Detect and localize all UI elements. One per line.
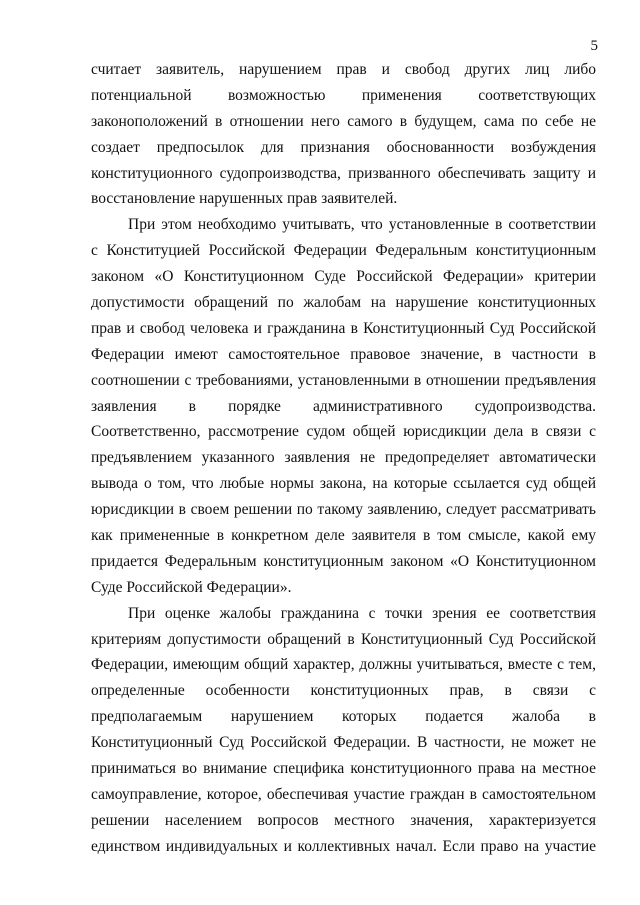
- text-line: считает заявитель, нарушением прав и свобод других лиц либо: [91, 61, 596, 78]
- text-line: Федерации, имеющим общий характер, должны учитываться, вместе с тем,: [91, 656, 596, 674]
- paragraph-3: [91, 601, 596, 860]
- text-line: конституционного судопроизводства, призванного обеспечивать защиту и: [91, 164, 596, 182]
- text-line: вывода о том, что любые нормы закона, на которые ссылается суд общей: [91, 475, 596, 493]
- text-line: прав и свобод человека и гражданина в Конституционный Суд Российской: [91, 319, 596, 337]
- text-line: При этом необходимо учитывать, что установленные в соответствии: [128, 216, 596, 234]
- text-line: соотношении с требованиями, установленными в отношении предъявления: [91, 371, 596, 389]
- text-line: критериям допустимости обращений в Конституционный Суд Российской: [91, 630, 596, 648]
- text-line: Суде Российской Федерации».: [91, 578, 292, 596]
- text-line: предъявлением указанного заявления не предопределяет автоматически: [91, 449, 596, 467]
- text-line: как примененные в конкретном деле заявителя в том смысле, какой ему: [91, 527, 596, 545]
- text-line: допустимости обращений по жалобам на нарушение конституционных: [91, 294, 596, 312]
- text-line: законом «О Конституционном Суде Российской Федерации» критерии: [91, 268, 596, 286]
- text-line: приниматься во внимание специфика конституционного права на местное: [91, 760, 596, 778]
- text-line: определенные особенности конституционных прав, в связи с: [91, 682, 596, 700]
- text-line: единством индивидуальных и коллективных начал. Если право на участие: [91, 837, 596, 855]
- text-line: юрисдикции в своем решении по такому заявлению, следует рассматривать: [91, 501, 596, 519]
- text-line: самоуправление, которое, обеспечивая участие граждан в самостоятельном: [91, 785, 596, 803]
- text-line: предполагаемым нарушением которых подается жалоба в: [91, 708, 596, 726]
- page-number: 5: [590, 38, 598, 54]
- text-line: Федерации имеют самостоятельное правовое значение, в частности в: [91, 345, 596, 363]
- text-line: решении населением вопросов местного значения, характеризуется: [91, 811, 596, 829]
- text-line: восстановление нарушенных прав заявителей.: [91, 190, 398, 208]
- text-line: При оценке жалобы гражданина с точки зрения ее соответствия: [128, 604, 596, 622]
- text-line: с Конституцией Российской Федерации Федеральным конституционным: [91, 242, 596, 260]
- text-line: законоположений в отношении него самого в будущем, сама по себе не: [91, 112, 596, 130]
- paragraph-2: [91, 212, 596, 600]
- text-line: потенциальной возможностью применения соответствующих: [91, 86, 596, 104]
- paragraph-1: [91, 57, 596, 212]
- text-line: заявления в порядке административного судопроизводства.: [91, 397, 596, 415]
- text-line: придается Федеральным конституционным законом «О Конституционном: [91, 552, 596, 570]
- text-line: Соответственно, рассмотрение судом общей юрисдикции дела в связи с: [91, 423, 596, 441]
- document-body: [91, 57, 596, 860]
- text-line: создает предпосылок для признания обоснованности возбуждения: [91, 138, 596, 156]
- text-line: Конституционный Суд Российской Федерации. В частности, не может не: [91, 734, 596, 752]
